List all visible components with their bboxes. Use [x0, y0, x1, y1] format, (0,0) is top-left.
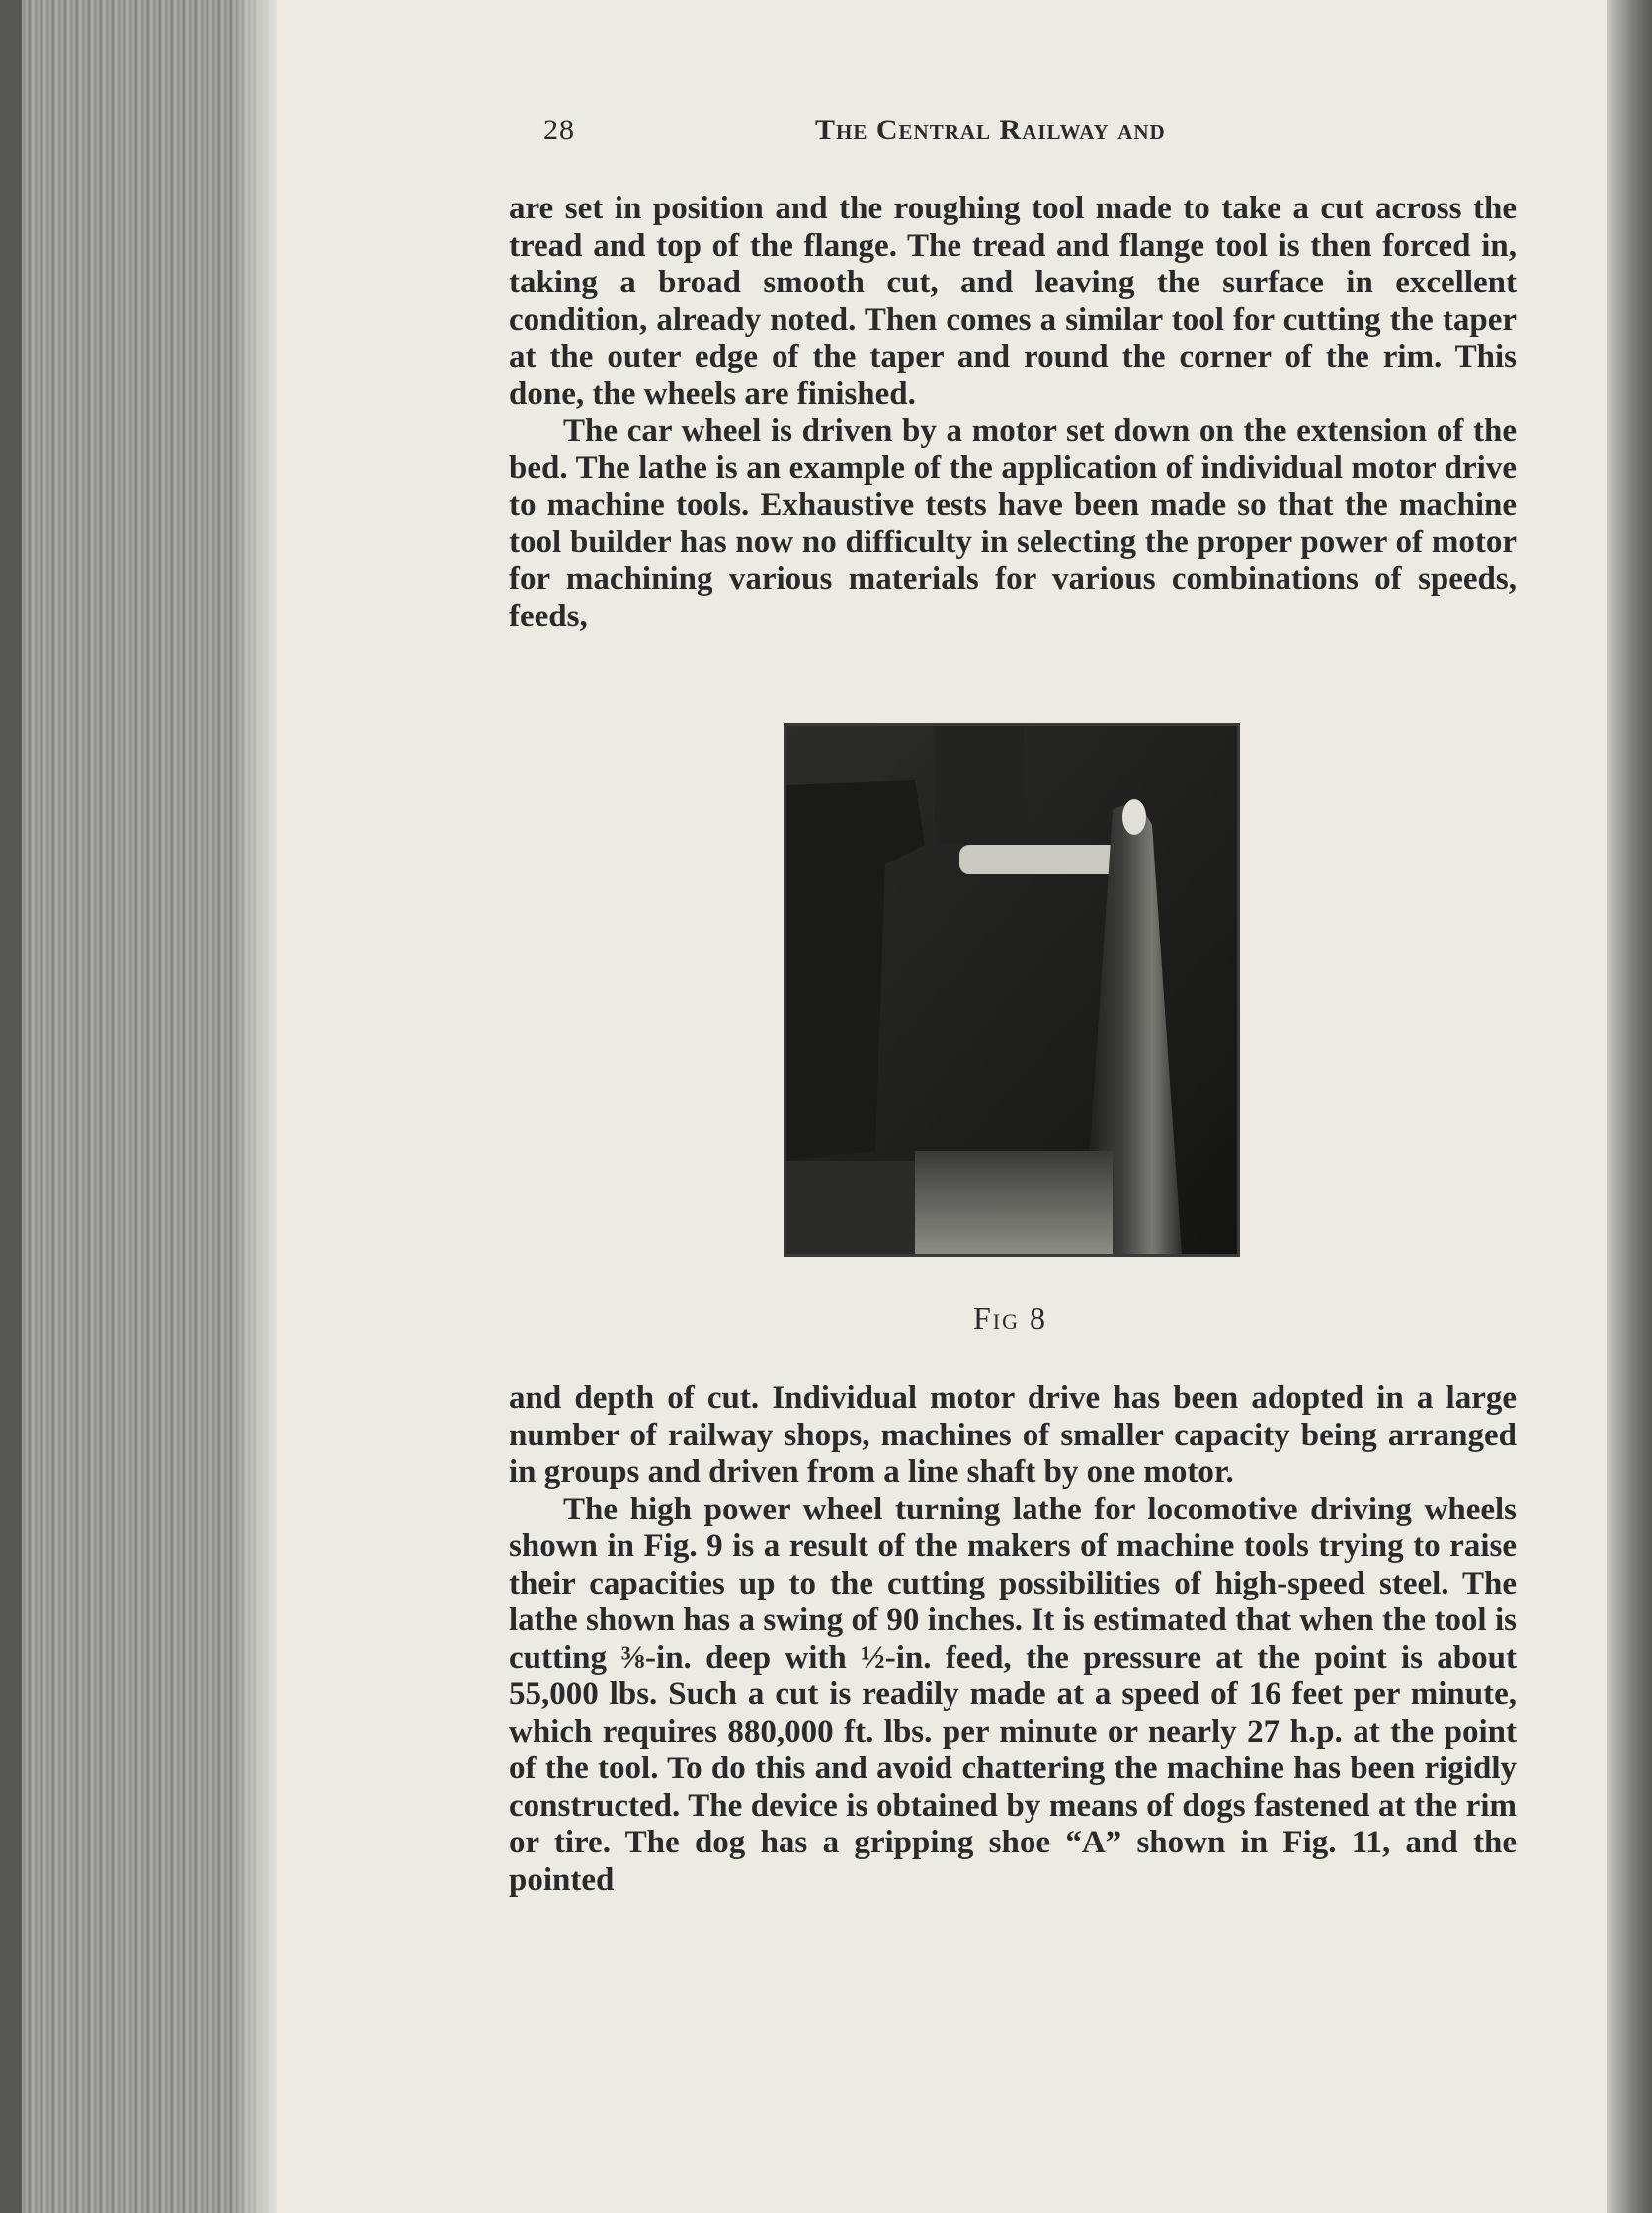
- paragraph: The high power wheel turning lathe for locomotive driving wheels shown in Fig. 9 is a result of the makers of machine tools trying to raise their capacities up to the cutting possibilities of high-speed steel. The lathe shown has a swing of 90 inches. It is estimated that when the tool is cutting ⅜-in. deep with ½-in. feed, the pressure at the point is about 55,000 lbs. Such a cut is readily made at a speed of 16 feet per minute, which requires 880,000 ft. lbs. per minute or nearly 27 h.p. at the point of the tool. To do this and avoid chattering the machine has been rigidly constructed. The device is obtained by means of dogs fastened at the rim or tire. The dog has a gripping shoe “A” shown in Fig. 11, and the pointed: [509, 1491, 1517, 1898]
- paragraph: The car wheel is driven by a motor set down on the extension of the bed. The lathe is an example of the application of individual motor drive to machine tools. Exhaustive tests have been made so that the machine tool builder has now no difficulty in selecting the proper power of motor for machining various materials for various combinations of speeds, feeds,: [509, 413, 1517, 634]
- lathe-photo-illustration: [786, 726, 1237, 1254]
- book-page-edges: [0, 0, 277, 2213]
- running-head: The Central Railway and: [815, 114, 1166, 146]
- figure-caption: Fig 8: [973, 1300, 1048, 1336]
- book-spine-shadow: [1607, 0, 1652, 2213]
- page-header: [543, 114, 1531, 153]
- body-text-top: [509, 191, 1517, 635]
- paragraph: and depth of cut. Individual motor drive has been adopted in a large number of railway shops, machines of smaller capacity being arranged in groups and driven from a line shaft by one motor.: [509, 1380, 1517, 1490]
- body-text-bottom: [509, 1380, 1517, 1899]
- paragraph: are set in position and the roughing tool made to take a cut across the tread and top of the flange. The tread and flange tool is then forced in, taking a broad smooth cut, and leaving the surface in excellent condition, already noted. Then comes a similar tool for cutting the taper at the outer edge of the taper and round the corner of the rim. This done, the wheels are finished.: [509, 191, 1517, 412]
- book-edge-shadow: [0, 0, 22, 2213]
- figure-photo: [784, 723, 1240, 1257]
- page-number: 28: [543, 114, 575, 146]
